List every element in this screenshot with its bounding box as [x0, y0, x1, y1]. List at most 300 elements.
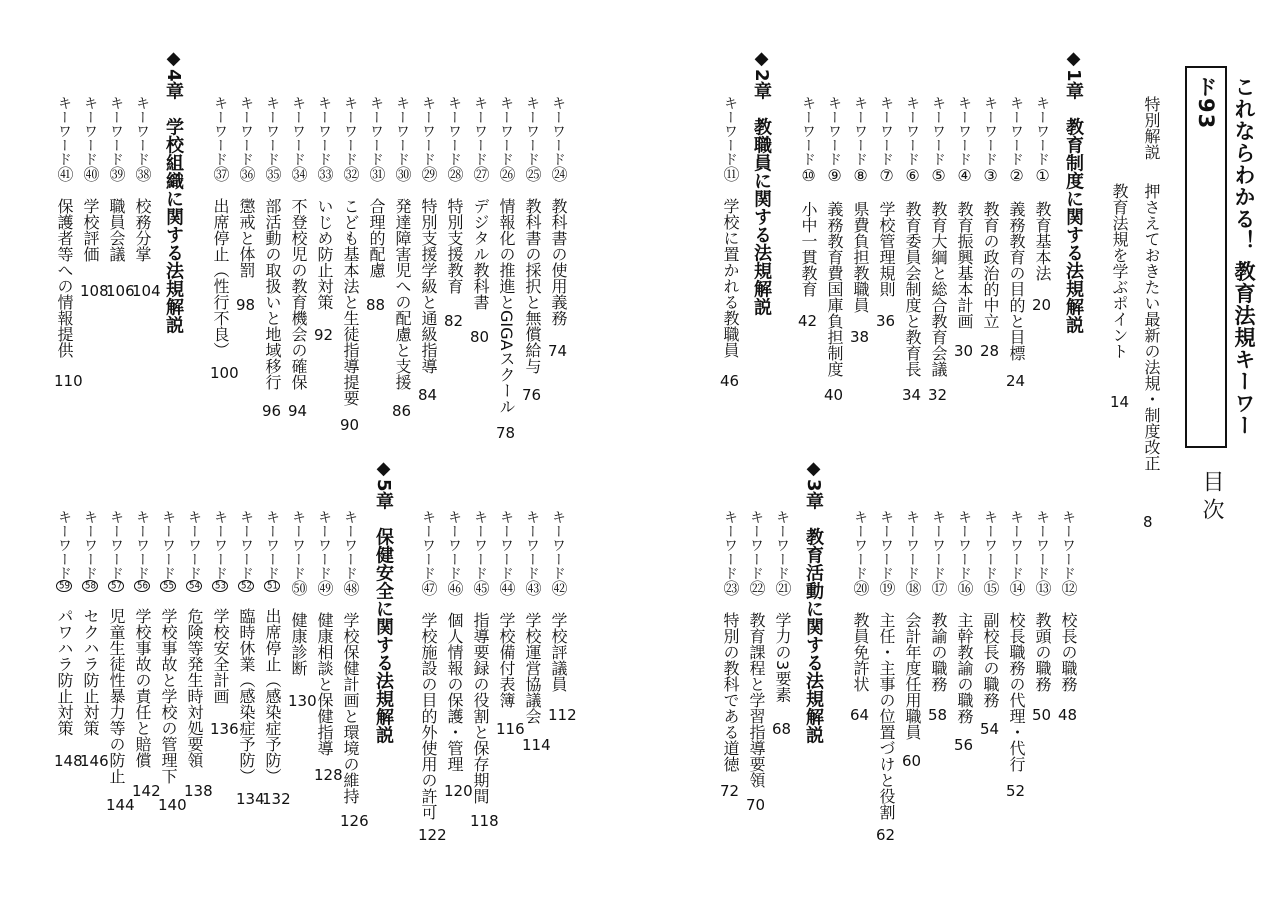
toc-entry[interactable] — [416, 510, 440, 820]
keyword-title: 出席停止（感染症予防） — [263, 608, 282, 784]
chapter-4-heading — [160, 48, 186, 334]
toc-entry[interactable] — [874, 510, 898, 820]
keyword-title: 学力の3要素 — [773, 612, 792, 703]
toc-entry[interactable] — [260, 96, 284, 390]
keyword-title: 教科書の使用義務 — [549, 198, 568, 326]
keyword-prefix: キーワード — [186, 510, 202, 580]
keyword-title: 学校に置かれる教職員 — [721, 198, 740, 358]
spacer — [107, 592, 126, 608]
page-number: 94 — [288, 402, 308, 420]
keyword-number: ㉟ — [263, 166, 282, 182]
keyword-number: ⑱ — [903, 580, 922, 596]
spacer — [1033, 185, 1052, 201]
spacer — [81, 592, 100, 608]
keyword-prefix: キーワード — [134, 510, 150, 580]
toc-entry[interactable] — [104, 96, 128, 262]
page-number: 56 — [954, 736, 974, 754]
keyword-number: ⑨ — [825, 166, 844, 185]
keyword-title: 教諭の職務 — [929, 612, 948, 692]
toc-entry[interactable] — [312, 510, 336, 756]
toc-entry[interactable] — [286, 96, 310, 390]
keyword-number: 52 — [238, 580, 254, 592]
keyword-number: ⑪ — [721, 166, 740, 182]
spacer — [825, 185, 844, 201]
keyword-prefix: キーワード — [56, 510, 72, 580]
toc-entry[interactable] — [260, 510, 284, 784]
keyword-prefix: キーワード — [982, 96, 998, 166]
toc-entry[interactable] — [546, 510, 570, 692]
toc-entry[interactable] — [1030, 510, 1054, 692]
toc-entry[interactable] — [978, 510, 1002, 708]
page-number: 144 — [106, 796, 135, 814]
keyword-prefix: キーワード — [1060, 510, 1076, 580]
keyword-number: ⑯ — [955, 580, 974, 596]
keyword-title: 情報化の推進とGIGAスクール — [497, 198, 516, 415]
keyword-number: ㉝ — [315, 166, 334, 182]
spacer — [877, 185, 896, 201]
toc-entry[interactable] — [848, 96, 872, 313]
spacer — [851, 596, 870, 612]
toc-entry[interactable] — [52, 96, 76, 358]
spacer — [523, 182, 542, 198]
keyword-title: 特別の教科である道徳 — [721, 612, 740, 772]
keyword-prefix: キーワード — [264, 510, 280, 580]
toc-entry[interactable] — [952, 510, 976, 724]
keyword-number: ㉚ — [393, 166, 412, 182]
page-number: 68 — [772, 720, 792, 738]
keyword-number: ㊶ — [55, 166, 74, 182]
page-number: 58 — [928, 706, 948, 724]
spacer — [263, 592, 282, 608]
keyword-prefix: キーワード — [134, 96, 150, 166]
keyword-prefix: キーワード — [1034, 510, 1050, 580]
page-number: 28 — [980, 342, 1000, 360]
keyword-number: ㉜ — [341, 166, 360, 182]
page-number: 142 — [132, 782, 161, 800]
keyword-number: 58 — [82, 580, 98, 592]
spacer — [903, 185, 922, 201]
page-number: 140 — [158, 796, 187, 814]
keyword-number: ㉗ — [471, 166, 490, 182]
special-item-2-title[interactable]: 教育法規を学ぶポイント — [1110, 183, 1129, 359]
keyword-prefix: キーワード — [342, 510, 358, 580]
chapter-4-number: ◆4章 — [163, 48, 184, 100]
keyword-prefix: キーワード — [342, 96, 358, 166]
spacer — [289, 596, 308, 612]
keyword-number: ㊷ — [549, 580, 568, 596]
spacer — [721, 182, 740, 198]
keyword-prefix: キーワード — [852, 510, 868, 580]
page-number: 116 — [496, 720, 525, 738]
spacer — [799, 185, 818, 201]
toc-entry[interactable] — [900, 96, 924, 377]
toc-entry[interactable] — [78, 510, 102, 736]
keyword-title: パワハラ防止対策 — [55, 608, 74, 736]
toc-entry[interactable] — [52, 510, 76, 736]
keyword-title: 教育基本法 — [1033, 201, 1052, 281]
keyword-number: ③ — [981, 166, 1000, 185]
page-number: 96 — [262, 402, 282, 420]
keyword-prefix: キーワード — [1008, 96, 1024, 166]
toc-entry[interactable] — [130, 96, 154, 262]
keyword-prefix: キーワード — [446, 510, 462, 580]
toc-entry[interactable] — [848, 510, 872, 692]
spacer — [341, 182, 360, 198]
chapter-5-heading — [370, 458, 396, 744]
special-item-2-page: 14 — [1110, 393, 1130, 411]
book-title: これならわかる！ 教育法規キーワード93 — [1194, 76, 1256, 437]
spacer — [55, 182, 74, 198]
spacer — [445, 596, 464, 612]
page-number: 100 — [210, 364, 239, 382]
page-number: 136 — [210, 720, 239, 738]
toc-entry[interactable] — [978, 96, 1002, 329]
keyword-title: 小中一貫教育 — [799, 201, 818, 297]
page-number: 70 — [746, 796, 766, 814]
spacer — [721, 596, 740, 612]
toc-entry[interactable] — [1056, 510, 1080, 692]
toc-entry[interactable] — [182, 510, 206, 768]
keyword-number: ㉞ — [289, 166, 308, 182]
toc-entry[interactable] — [494, 96, 518, 414]
toc-entry[interactable] — [156, 510, 180, 784]
chapter-4-title: 学校組織に関する法規解説 — [163, 117, 184, 334]
special-label: 特別解説 — [1142, 96, 1161, 160]
chapter-3-heading — [800, 458, 826, 744]
toc-entry[interactable] — [546, 96, 570, 326]
toc-entry[interactable] — [874, 96, 898, 297]
toc-entry[interactable] — [520, 510, 544, 724]
spacer — [237, 592, 256, 608]
page-number: 112 — [548, 706, 577, 724]
keyword-number: 54 — [186, 580, 202, 592]
keyword-title: デジタル教科書 — [471, 198, 490, 310]
keyword-prefix: キーワード — [212, 510, 228, 580]
keyword-number: ㊳ — [133, 166, 152, 182]
spacer — [549, 182, 568, 198]
toc-entry[interactable] — [208, 96, 232, 358]
keyword-prefix: キーワード — [722, 96, 738, 166]
toc-entry[interactable] — [286, 510, 310, 676]
page-number: 32 — [928, 386, 948, 404]
spacer — [471, 596, 490, 612]
keyword-prefix: キーワード — [930, 510, 946, 580]
keyword-title: 個人情報の保護・管理 — [445, 612, 464, 772]
page-number: 132 — [262, 790, 291, 808]
page-number: 92 — [314, 326, 334, 344]
keyword-prefix: キーワード — [290, 96, 306, 166]
keyword-number: ㊿ — [289, 580, 308, 596]
keyword-title: 不登校児の教育機会の確保 — [289, 198, 308, 390]
keyword-prefix: キーワード — [878, 510, 894, 580]
toc-entry[interactable] — [338, 510, 362, 804]
keyword-prefix: キーワード — [774, 510, 790, 580]
keyword-number: ⑦ — [877, 166, 896, 185]
book-title-box — [1185, 66, 1256, 448]
keyword-number: 59 — [56, 580, 72, 592]
keyword-prefix: キーワード — [108, 96, 124, 166]
keyword-number: 55 — [160, 580, 176, 592]
spacer — [497, 182, 516, 198]
keyword-prefix: キーワード — [956, 96, 972, 166]
keyword-title: 学校管理規則 — [877, 201, 896, 297]
keyword-prefix: キーワード — [1008, 510, 1024, 580]
keyword-title: 教科書の採択と無償給与 — [523, 198, 542, 374]
keyword-number: ㊸ — [523, 580, 542, 596]
keyword-number: 57 — [108, 580, 124, 592]
keyword-number: ㊾ — [315, 580, 334, 596]
keyword-number: ㊲ — [211, 166, 230, 182]
toc-entry[interactable] — [442, 510, 466, 772]
toc-entry[interactable] — [718, 510, 742, 772]
keyword-title: 義務教育費国庫負担制度 — [825, 201, 844, 377]
toc-entry[interactable] — [952, 96, 976, 329]
page-number: 134 — [236, 790, 265, 808]
keyword-title: 主幹教諭の職務 — [955, 612, 974, 724]
spacer — [903, 596, 922, 612]
keyword-prefix: キーワード — [904, 96, 920, 166]
keyword-number: ② — [1007, 166, 1026, 185]
keyword-prefix: キーワード — [956, 510, 972, 580]
keyword-number: ㊹ — [497, 580, 516, 596]
keyword-number: ⑳ — [851, 580, 870, 596]
keyword-title: 健康相談と保健指導 — [315, 612, 334, 756]
keyword-prefix: キーワード — [212, 96, 228, 166]
page-number: 106 — [106, 282, 135, 300]
keyword-prefix: キーワード — [930, 96, 946, 166]
page-number: 120 — [444, 782, 473, 800]
page-number: 90 — [340, 416, 360, 434]
spacer — [1059, 596, 1078, 612]
keyword-number: ⑧ — [851, 166, 870, 185]
chapter-5-number: ◆5章 — [373, 458, 394, 510]
special-item-1-title[interactable]: 押さえておきたい最新の法規・制度改正 — [1142, 183, 1161, 471]
spacer — [929, 596, 948, 612]
page-number: 88 — [366, 296, 386, 314]
toc-entry[interactable] — [718, 96, 742, 358]
chapter-3-number: ◆3章 — [803, 458, 824, 510]
spacer — [81, 182, 100, 198]
keyword-prefix: キーワード — [160, 510, 176, 580]
keyword-title: 臨時休業（感染症予防） — [237, 608, 256, 784]
keyword-number: ⑬ — [1033, 580, 1052, 596]
spacer — [497, 596, 516, 612]
keyword-number: ㉑ — [773, 580, 792, 596]
page-number: 76 — [522, 386, 542, 404]
keyword-number: 53 — [212, 580, 228, 592]
page-number: 108 — [80, 282, 109, 300]
spacer — [747, 596, 766, 612]
toc-label: 目次 — [1199, 470, 1224, 526]
chapter-5-title: 保健安全に関する法規解説 — [373, 527, 394, 744]
page-number: 148 — [54, 752, 83, 770]
toc-entry[interactable] — [364, 96, 388, 278]
toc-entry[interactable] — [468, 96, 492, 310]
spacer — [211, 592, 230, 608]
toc-entry[interactable] — [390, 96, 414, 390]
toc-entry[interactable] — [796, 96, 820, 297]
keyword-title: 学校施設の目的外使用の許可 — [419, 612, 438, 820]
keyword-prefix: キーワード — [420, 96, 436, 166]
keyword-title: 出席停止（性行不良） — [211, 198, 230, 358]
toc-entry[interactable] — [770, 510, 794, 702]
spacer — [929, 185, 948, 201]
keyword-title: 教員免許状 — [851, 612, 870, 692]
toc-entry[interactable] — [900, 510, 924, 740]
keyword-title: 教育委員会制度と教育長 — [903, 201, 922, 377]
keyword-prefix: キーワード — [472, 96, 488, 166]
page-number: 50 — [1032, 706, 1052, 724]
keyword-prefix: キーワード — [982, 510, 998, 580]
keyword-number: ㉓ — [721, 580, 740, 596]
page-number: 130 — [288, 692, 317, 710]
toc-entry[interactable] — [494, 510, 518, 708]
toc-entry[interactable] — [130, 510, 154, 768]
page-number: 46 — [720, 372, 740, 390]
toc-entry[interactable] — [1004, 96, 1028, 361]
page-number: 64 — [850, 706, 870, 724]
chapter-2-title: 教職員に関する法規解説 — [751, 117, 772, 316]
page-number: 48 — [1058, 706, 1078, 724]
keyword-prefix: キーワード — [498, 510, 514, 580]
keyword-title: 学校運営協議会 — [523, 612, 542, 724]
spacer — [471, 182, 490, 198]
page-number: 84 — [418, 386, 438, 404]
toc-entry[interactable] — [744, 510, 768, 788]
toc-entry[interactable] — [104, 510, 128, 784]
keyword-title: 学校評価 — [81, 198, 100, 262]
page-number: 128 — [314, 766, 343, 784]
spacer — [523, 596, 542, 612]
toc-entry[interactable] — [338, 96, 362, 406]
page-number: 36 — [876, 312, 896, 330]
spacer — [107, 182, 126, 198]
keyword-number: ⑲ — [877, 580, 896, 596]
keyword-number: 51 — [264, 580, 280, 592]
spacer — [315, 182, 334, 198]
page-number: 104 — [132, 282, 161, 300]
keyword-title: 合理的配慮 — [367, 198, 386, 278]
keyword-number: ㊼ — [419, 580, 438, 596]
toc-entry[interactable] — [1004, 510, 1028, 772]
toc-entry[interactable] — [822, 96, 846, 377]
keyword-prefix: キーワード — [904, 510, 920, 580]
toc-entry[interactable] — [312, 96, 336, 310]
spacer — [981, 596, 1000, 612]
keyword-prefix: キーワード — [1034, 96, 1050, 166]
toc-entry[interactable] — [234, 510, 258, 784]
toc-entry[interactable] — [926, 510, 950, 692]
keyword-title: 部活動の取扱いと地域移行 — [263, 198, 282, 390]
spacer — [367, 182, 386, 198]
toc-entry[interactable] — [520, 96, 544, 374]
spacer — [419, 182, 438, 198]
keyword-prefix: キーワード — [108, 510, 124, 580]
keyword-number: ⑭ — [1007, 580, 1026, 596]
keyword-number: ㉛ — [367, 166, 386, 182]
keyword-title: 指導要録の役割と保存期間 — [471, 612, 490, 804]
spacer — [1007, 596, 1026, 612]
chapter-2-number: ◆2章 — [751, 48, 772, 100]
page-number: 74 — [548, 342, 568, 360]
keyword-title: 教頭の職務 — [1033, 612, 1052, 692]
keyword-title: 教育振興基本計画 — [955, 201, 974, 329]
page-number: 62 — [876, 826, 896, 844]
keyword-title: 校長職務の代理・代行 — [1007, 612, 1026, 772]
toc-entry[interactable] — [416, 96, 440, 374]
toc-entry[interactable] — [468, 510, 492, 804]
keyword-prefix: キーワード — [472, 510, 488, 580]
keyword-title: 保護者等への情報提供 — [55, 198, 74, 358]
spacer — [211, 182, 230, 198]
keyword-prefix: キーワード — [852, 96, 868, 166]
keyword-number: ㉘ — [445, 166, 464, 182]
keyword-prefix: キーワード — [56, 96, 72, 166]
keyword-title: 児童生徒性暴力等の防止 — [107, 608, 126, 784]
spacer — [549, 596, 568, 612]
keyword-prefix: キーワード — [550, 96, 566, 166]
toc-entry[interactable] — [1030, 96, 1054, 281]
keyword-number: ㊽ — [341, 580, 360, 596]
page-number: 20 — [1032, 296, 1052, 314]
keyword-title: 職員会議 — [107, 198, 126, 262]
keyword-number: ⑫ — [1059, 580, 1078, 596]
page-number: 80 — [470, 328, 490, 346]
spacer — [159, 592, 178, 608]
keyword-title: 特別支援教育 — [445, 198, 464, 294]
chapter-1-title: 教育制度に関する法規解説 — [1063, 117, 1084, 334]
keyword-number: ⑥ — [903, 166, 922, 185]
page-number: 98 — [236, 296, 256, 314]
toc-entry[interactable] — [234, 96, 258, 278]
toc-entry[interactable] — [208, 510, 232, 704]
keyword-prefix: キーワード — [748, 510, 764, 580]
keyword-number: 56 — [134, 580, 150, 592]
keyword-title: 副校長の職務 — [981, 612, 1000, 708]
keyword-title: 主任・主事の位置づけと役割 — [877, 612, 896, 820]
keyword-title: 学校保健計画と環境の維持 — [341, 612, 360, 804]
keyword-prefix: キーワード — [498, 96, 514, 166]
keyword-prefix: キーワード — [82, 96, 98, 166]
page-number: 118 — [470, 812, 499, 830]
page-number: 86 — [392, 402, 412, 420]
keyword-prefix: キーワード — [446, 96, 462, 166]
keyword-prefix: キーワード — [316, 510, 332, 580]
keyword-prefix: キーワード — [550, 510, 566, 580]
spacer — [289, 182, 308, 198]
keyword-prefix: キーワード — [82, 510, 98, 580]
keyword-number: ㉕ — [523, 166, 542, 182]
keyword-title: 校長の職務 — [1059, 612, 1078, 692]
page-number: 122 — [418, 826, 447, 844]
keyword-number: ㊻ — [445, 580, 464, 596]
keyword-number: ⑤ — [929, 166, 948, 185]
keyword-number: ⑰ — [929, 580, 948, 596]
spacer — [419, 596, 438, 612]
keyword-number: ㊺ — [471, 580, 490, 596]
spacer — [133, 182, 152, 198]
keyword-title: 健康診断 — [289, 612, 308, 676]
spacer — [133, 592, 152, 608]
toc-entry[interactable] — [926, 96, 950, 377]
page-number: 34 — [902, 386, 922, 404]
toc-entry[interactable] — [442, 96, 466, 294]
chapter-3-title: 教育活動に関する法規解説 — [803, 527, 824, 744]
keyword-number: ㊵ — [81, 166, 100, 182]
page-number: 78 — [496, 424, 516, 442]
toc-entry[interactable] — [78, 96, 102, 262]
page-number: 82 — [444, 312, 464, 330]
